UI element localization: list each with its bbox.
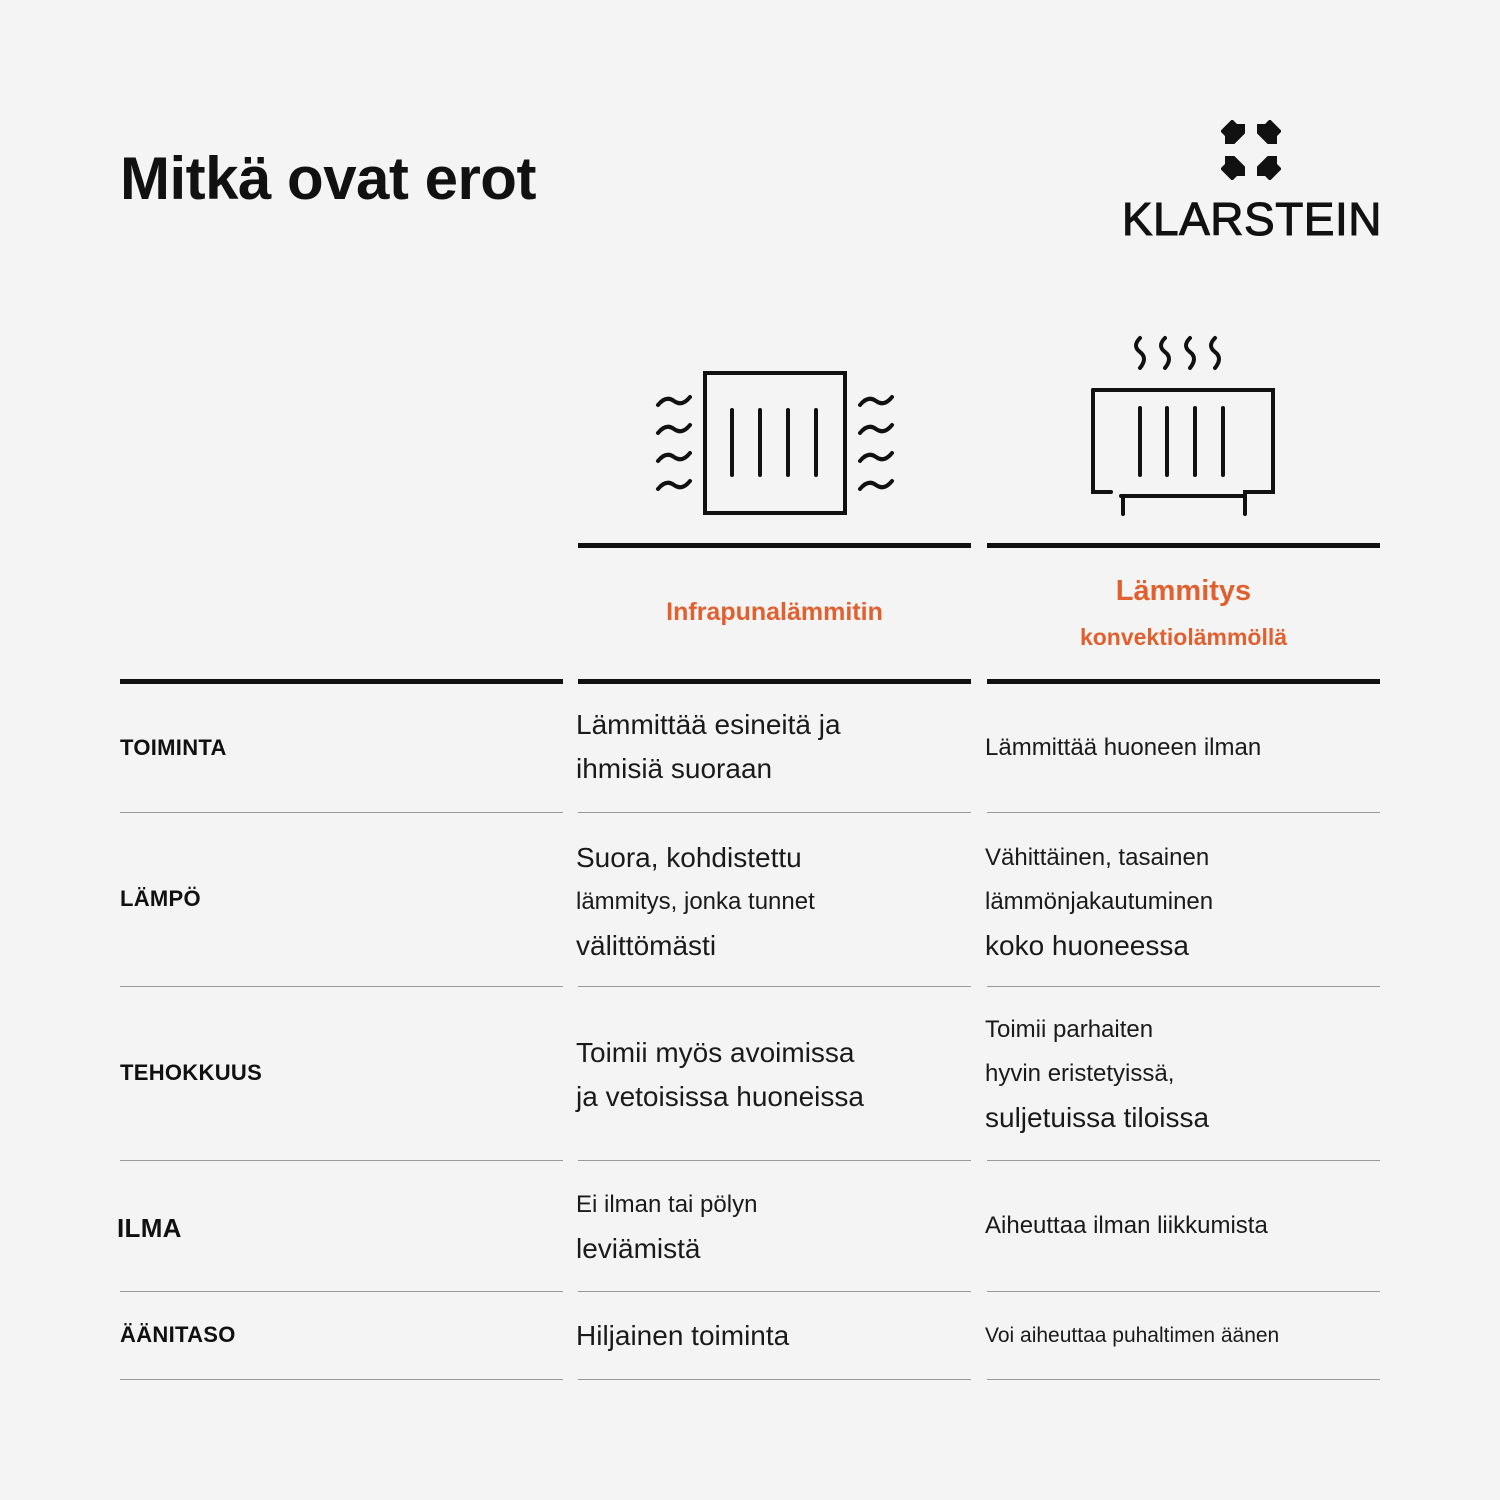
cell-line: välittömästi — [576, 930, 717, 961]
row-divider — [120, 1160, 563, 1161]
brand-name: KLARSTEIN — [1121, 193, 1382, 245]
column-header-convection — [987, 574, 1380, 654]
column-header-infrared: Infrapunalämmitin — [666, 598, 883, 626]
table-top-rule-infrared — [578, 679, 971, 684]
cell-toiminta-convection — [985, 726, 1380, 770]
cell-line: Voi aiheuttaa puhaltimen äänen — [985, 1324, 1280, 1347]
page-title: Mitkä ovat erot — [120, 145, 536, 212]
cell-line: Toimii parhaiten — [985, 1016, 1154, 1043]
row-divider — [987, 1160, 1380, 1161]
cell-toiminta-infrared — [576, 703, 966, 791]
row-divider — [578, 1291, 971, 1292]
convection-heater-icon — [1085, 330, 1285, 520]
column-header-convection-line1: Lämmitys — [1115, 575, 1252, 607]
cell-line: koko huoneessa — [985, 930, 1189, 961]
cell-ilma-infrared — [576, 1183, 966, 1271]
cell-line: Hiljainen toiminta — [576, 1320, 790, 1351]
infrared-heater-icon — [650, 365, 900, 525]
cell-line: Lämmittää huoneen ilman — [985, 734, 1262, 761]
row-divider — [987, 1379, 1380, 1380]
table-top-rule-convection — [987, 679, 1380, 684]
row-divider — [120, 1291, 563, 1292]
row-divider — [120, 1379, 563, 1380]
table-top-rule-labels — [120, 679, 563, 684]
row-label-toiminta: TOIMINTA — [120, 735, 227, 760]
cell-aanitaso-infrared — [576, 1314, 966, 1358]
cell-line: lämmönjakautuminen — [985, 888, 1214, 915]
cell-line: lämmitys, jonka tunnet — [576, 888, 815, 915]
cell-line: Toimii myös avoimissa — [576, 1037, 855, 1068]
cell-line: Vähittäinen, tasainen — [985, 844, 1210, 871]
cell-line: leviämistä — [576, 1233, 701, 1264]
row-label-tehokkuus: TEHOKKUUS — [120, 1060, 263, 1085]
row-label-aanitaso: ÄÄNITASO — [120, 1322, 236, 1347]
cell-aanitaso-convection — [985, 1314, 1380, 1358]
row-divider — [120, 812, 563, 813]
column-header-convection-line2: konvektiolämmöllä — [1079, 624, 1288, 650]
cell-line: ihmisiä suoraan — [576, 753, 773, 784]
row-divider — [120, 986, 563, 987]
cell-line: ja vetoisissa huoneissa — [576, 1081, 864, 1112]
row-divider — [578, 1160, 971, 1161]
row-divider — [987, 1291, 1380, 1292]
cell-line: Ei ilman tai pölyn — [576, 1191, 758, 1218]
cell-lampo-infrared — [576, 836, 966, 968]
cell-tehokkuus-infrared — [576, 1031, 966, 1119]
cell-line: Suora, kohdistettu — [576, 842, 802, 873]
cell-tehokkuus-convection — [985, 1008, 1380, 1140]
row-divider — [578, 986, 971, 987]
cell-lampo-convection — [985, 836, 1380, 968]
cell-line: suljetuissa tiloissa — [985, 1102, 1210, 1133]
cell-line: hyvin eristetyissä, — [985, 1060, 1175, 1087]
row-label-ilma: ILMA — [117, 1213, 182, 1243]
row-divider — [578, 1379, 971, 1380]
klarstein-logo-icon — [1221, 120, 1281, 180]
header-rule-convection — [987, 543, 1380, 548]
cell-line: Lämmittää esineitä ja — [576, 709, 841, 740]
cell-line: Aiheuttaa ilman liikkumista — [985, 1212, 1268, 1239]
row-divider — [987, 986, 1380, 987]
row-divider — [578, 812, 971, 813]
header-rule-infrared — [578, 543, 971, 548]
row-divider — [987, 812, 1380, 813]
cell-ilma-convection — [985, 1204, 1380, 1248]
row-label-lampo: LÄMPÖ — [120, 886, 201, 911]
